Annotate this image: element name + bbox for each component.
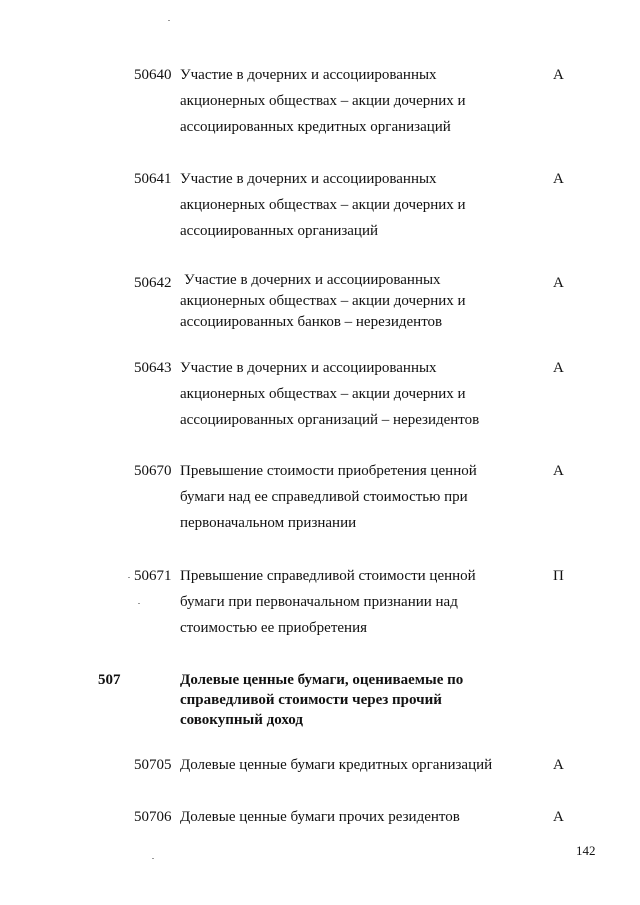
description-line: бумаги над ее справедливой стоимостью при — [180, 489, 468, 505]
section-title-line: справедливой стоимости через прочий — [180, 692, 442, 708]
section-title-line: совокупный доход — [180, 712, 303, 728]
scan-speck — [168, 20, 170, 21]
account-code: 50640 — [134, 67, 172, 83]
account-type: А — [553, 360, 564, 376]
account-description — [180, 166, 520, 244]
account-type: А — [553, 275, 564, 291]
account-description — [180, 355, 520, 433]
account-code: 50670 — [134, 463, 172, 479]
scan-speck — [128, 577, 130, 578]
account-description — [180, 458, 520, 536]
account-code: 50671 — [134, 568, 172, 584]
description-line: Превышение стоимости приобретения ценной — [180, 463, 477, 479]
description-line: ассоциированных организаций – нерезидентов — [180, 412, 480, 428]
description-line: акционерных обществах – акции дочерних и — [180, 386, 466, 402]
description-line: ассоциированных организаций — [180, 223, 379, 239]
account-description — [180, 804, 520, 830]
account-description — [180, 62, 520, 140]
scan-speck — [152, 858, 154, 859]
description-line: ассоциированных банков – нерезидентов — [180, 314, 443, 330]
account-type: А — [553, 171, 564, 187]
description-line: акционерных обществах – акции дочерних и — [180, 197, 466, 213]
description-line: Превышение справедливой стоимости ценной — [180, 568, 476, 584]
account-code: 50641 — [134, 171, 172, 187]
section-code: 507 — [98, 672, 121, 688]
account-description — [180, 563, 520, 641]
description-line: Участие в дочерних и ассоциированных — [184, 272, 441, 288]
account-code: 50643 — [134, 360, 172, 376]
description-line: Участие в дочерних и ассоциированных — [180, 171, 437, 187]
account-description — [180, 270, 524, 333]
description-line: Участие в дочерних и ассоциированных — [180, 67, 437, 83]
account-type: А — [553, 809, 564, 825]
description-line: акционерных обществах – акции дочерних и — [180, 93, 466, 109]
description-line: акционерных обществах – акции дочерних и — [180, 293, 466, 309]
account-type: А — [553, 67, 564, 83]
description-line: Участие в дочерних и ассоциированных — [180, 360, 437, 376]
section-title — [180, 670, 520, 730]
description-line: бумаги при первоначальном признании над — [180, 594, 458, 610]
section-title-line: Долевые ценные бумаги, оцениваемые по — [180, 672, 464, 688]
description-line: первоначальном признании — [180, 515, 357, 531]
account-description — [180, 752, 520, 778]
account-code: 50706 — [134, 809, 172, 825]
account-code: 50642 — [134, 275, 172, 291]
account-type: А — [553, 757, 564, 773]
account-type: П — [553, 568, 564, 584]
description-line: ассоциированных кредитных организаций — [180, 119, 451, 135]
scan-speck — [138, 603, 140, 604]
description-line: Долевые ценные бумаги прочих резидентов — [180, 809, 460, 825]
account-code: 50705 — [134, 757, 172, 773]
page-number: 142 — [576, 843, 596, 858]
description-line: стоимостью ее приобретения — [180, 620, 367, 636]
description-line: Долевые ценные бумаги кредитных организаций — [180, 757, 493, 773]
account-type: А — [553, 463, 564, 479]
